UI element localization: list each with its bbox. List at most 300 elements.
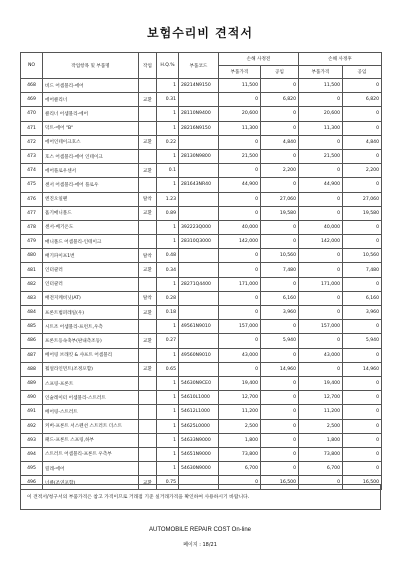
- row-qty: 1: [157, 433, 179, 447]
- row-after-parts-price: 0: [299, 291, 343, 305]
- row-before-labor: 7,480: [261, 263, 299, 277]
- row-before-labor: 0: [261, 348, 299, 362]
- row-after-parts-price: 0: [299, 135, 343, 149]
- row-before-parts-price: 21,500: [219, 149, 261, 163]
- table-row: [21, 93, 382, 107]
- estimate-rows: [21, 79, 382, 490]
- row-after-labor: 0: [343, 220, 382, 234]
- row-after-labor: 0: [343, 462, 382, 476]
- row-work-type: [139, 149, 157, 163]
- row-before-parts-price: 11,300: [219, 121, 261, 135]
- price-disclaimer-note: 이 견적서/청구서의 부품가격은 참고 가격이므로 거래점 기준 실거래가격을 확인하여 사용하시기 바랍니다.: [20, 484, 381, 510]
- row-no: 491: [21, 405, 43, 419]
- row-before-parts-price: 0: [219, 135, 261, 149]
- row-after-labor: 3,960: [343, 306, 382, 320]
- row-part-code: [179, 334, 219, 348]
- row-after-labor: 0: [343, 320, 382, 334]
- table-row: [21, 235, 382, 249]
- row-before-parts-price: 0: [219, 263, 261, 277]
- table-row: [21, 362, 382, 376]
- row-qty: 0.27: [157, 334, 179, 348]
- row-before-parts-price: 0: [219, 334, 261, 348]
- row-before-parts-price: 2,500: [219, 419, 261, 433]
- row-no: 483: [21, 291, 43, 305]
- row-qty: 0.31: [157, 93, 179, 107]
- row-before-labor: 0: [261, 79, 299, 93]
- row-qty: 0.89: [157, 206, 179, 220]
- row-after-labor: 5,940: [343, 334, 382, 348]
- row-no: 480: [21, 249, 43, 263]
- row-item-name: 릴레-에어: [43, 462, 139, 476]
- row-qty: 0.65: [157, 362, 179, 376]
- row-after-parts-price: 19,400: [299, 376, 343, 390]
- row-after-parts-price: 0: [299, 206, 343, 220]
- header-before-adjustment: 손해 사정전: [219, 53, 299, 66]
- table-row: [21, 376, 382, 390]
- row-after-labor: 0: [343, 107, 382, 121]
- row-before-labor: 0: [261, 277, 299, 291]
- row-after-labor: 0: [343, 178, 382, 192]
- row-after-parts-price: 21,500: [299, 149, 343, 163]
- table-row: [21, 178, 382, 192]
- row-item-name: 휠얼라인먼트(조정포함): [43, 362, 139, 376]
- row-before-parts-price: 0: [219, 93, 261, 107]
- row-after-labor: 19,580: [343, 206, 382, 220]
- row-after-labor: 2,200: [343, 164, 382, 178]
- row-after-labor: 0: [343, 433, 382, 447]
- row-work-type: [139, 433, 157, 447]
- row-after-parts-price: 0: [299, 164, 343, 178]
- row-before-labor: 27,060: [261, 192, 299, 206]
- row-no: 494: [21, 447, 43, 461]
- row-after-parts-price: 6,700: [299, 462, 343, 476]
- row-before-labor: 10,560: [261, 249, 299, 263]
- row-item-name: 배전지케비닛(AT): [43, 291, 139, 305]
- row-after-labor: 0: [343, 419, 382, 433]
- footer-brand: AUTOMOBILE REPAIR COST On-line: [148, 527, 252, 533]
- table-row: [21, 462, 382, 476]
- row-part-code: 28216N9150: [179, 121, 219, 135]
- row-before-labor: 6,820: [261, 93, 299, 107]
- header-after-parts-price: 부품가격: [299, 66, 343, 79]
- row-before-parts-price: 44,900: [219, 178, 261, 192]
- header-qty: H.Q.%: [157, 53, 179, 79]
- row-no: 470: [21, 107, 43, 121]
- row-no: 473: [21, 149, 43, 163]
- row-before-labor: 0: [261, 405, 299, 419]
- table-row: [21, 249, 382, 263]
- row-after-labor: 0: [343, 391, 382, 405]
- row-item-name: 인터쿨러: [43, 277, 139, 291]
- row-before-labor: 0: [261, 419, 299, 433]
- row-item-name: 매니폴드 어셈블리-인테이크: [43, 235, 139, 249]
- row-no: 488: [21, 362, 43, 376]
- table-row: [21, 291, 382, 305]
- row-work-type: [139, 178, 157, 192]
- row-qty: 1: [157, 320, 179, 334]
- table-row: [21, 206, 382, 220]
- row-before-parts-price: 12,700: [219, 391, 261, 405]
- row-qty: 1: [157, 391, 179, 405]
- row-before-parts-price: 11,200: [219, 405, 261, 419]
- table-row: [21, 164, 382, 178]
- header-after-adjustment: 손해 사정후: [299, 53, 382, 66]
- row-item-name: 에어클리너: [43, 93, 139, 107]
- row-qty: 1: [157, 447, 179, 461]
- table-row: [21, 277, 382, 291]
- row-qty: 0.34: [157, 263, 179, 277]
- row-after-parts-price: 0: [299, 362, 343, 376]
- row-item-name: 엔진오일팬: [43, 192, 139, 206]
- row-item-name: 커버-프론트 서스펜션 스트러트 더스트: [43, 419, 139, 433]
- row-part-code: 54630N9CE0: [179, 376, 219, 390]
- row-no: 481: [21, 263, 43, 277]
- row-work-type: 교환: [139, 362, 157, 376]
- row-no: 475: [21, 178, 43, 192]
- row-no: 496: [21, 476, 43, 490]
- row-after-labor: 27,060: [343, 192, 382, 206]
- row-before-parts-price: 0: [219, 476, 261, 490]
- row-no: 487: [21, 348, 43, 362]
- row-after-labor: 0: [343, 235, 382, 249]
- row-item-name: 스프링-프론트: [43, 376, 139, 390]
- row-qty: 1: [157, 376, 179, 390]
- row-item-name: 비드 어셈블리-에어: [43, 79, 139, 93]
- row-qty: 1: [157, 149, 179, 163]
- row-after-labor: 0: [343, 348, 382, 362]
- row-after-labor: 14,960: [343, 362, 382, 376]
- row-work-type: 교환: [139, 263, 157, 277]
- row-work-type: 교환: [139, 334, 157, 348]
- row-part-code: 28214N9150: [179, 79, 219, 93]
- row-work-type: 탈착: [139, 291, 157, 305]
- row-before-parts-price: 20,600: [219, 107, 261, 121]
- row-before-parts-price: 73,800: [219, 447, 261, 461]
- row-part-code: [179, 135, 219, 149]
- row-part-code: 28271Q4400: [179, 277, 219, 291]
- row-no: 479: [21, 235, 43, 249]
- document-title: 보험수리비 견적서: [147, 26, 253, 40]
- table-row: [21, 405, 382, 419]
- row-qty: 1: [157, 277, 179, 291]
- row-work-type: [139, 79, 157, 93]
- row-after-parts-price: 0: [299, 249, 343, 263]
- row-qty: 1: [157, 462, 179, 476]
- row-before-labor: 0: [261, 433, 299, 447]
- row-after-parts-price: 0: [299, 476, 343, 490]
- row-work-type: 교환: [139, 306, 157, 320]
- row-qty: 1: [157, 121, 179, 135]
- row-after-parts-price: 12,700: [299, 391, 343, 405]
- estimate-table: [20, 52, 382, 490]
- table-row: [21, 79, 382, 93]
- row-item-name: 너클(조연포함): [43, 476, 139, 490]
- row-before-parts-price: 0: [219, 192, 261, 206]
- row-part-code: [179, 263, 219, 277]
- row-after-parts-price: 0: [299, 93, 343, 107]
- row-part-code: 54633N9000: [179, 433, 219, 447]
- row-part-code: 49560N9010: [179, 348, 219, 362]
- row-no: 489: [21, 376, 43, 390]
- row-before-labor: 0: [261, 462, 299, 476]
- row-no: 476: [21, 192, 43, 206]
- row-after-parts-price: 0: [299, 192, 343, 206]
- row-work-type: 교환: [139, 206, 157, 220]
- row-work-type: [139, 121, 157, 135]
- row-qty: 0.22: [157, 135, 179, 149]
- table-row: [21, 306, 382, 320]
- row-after-parts-price: 40,000: [299, 220, 343, 234]
- row-part-code: 281643NR40: [179, 178, 219, 192]
- row-part-code: [179, 306, 219, 320]
- row-after-parts-price: 44,900: [299, 178, 343, 192]
- row-item-name: 시트조 어셈블리-프런트,우측: [43, 320, 139, 334]
- row-after-labor: 6,820: [343, 93, 382, 107]
- row-no: 484: [21, 306, 43, 320]
- row-before-labor: 0: [261, 149, 299, 163]
- row-item-name: 인슐레이터 어셈블리-스트러트: [43, 391, 139, 405]
- table-row: [21, 419, 382, 433]
- table-row: [21, 192, 382, 206]
- row-part-code: [179, 192, 219, 206]
- row-item-name: 베어링 브래킷 & 샤프트 어셈블리: [43, 348, 139, 362]
- row-before-labor: 0: [261, 220, 299, 234]
- row-part-code: [179, 93, 219, 107]
- row-work-type: 교환: [139, 164, 157, 178]
- row-before-labor: 0: [261, 235, 299, 249]
- row-part-code: 392223Q000: [179, 220, 219, 234]
- row-before-labor: 2,200: [261, 164, 299, 178]
- row-before-labor: 0: [261, 320, 299, 334]
- row-before-labor: 0: [261, 107, 299, 121]
- row-item-name: 스트러트 어셈블리-프론트 우측부: [43, 447, 139, 461]
- row-work-type: 교환: [139, 93, 157, 107]
- row-no: 495: [21, 462, 43, 476]
- row-part-code: 54610L1000: [179, 391, 219, 405]
- row-work-type: [139, 220, 157, 234]
- row-before-labor: 14,960: [261, 362, 299, 376]
- header-row-top: [21, 53, 382, 66]
- row-item-name: 프론트범퍼레일(우): [43, 306, 139, 320]
- row-after-parts-price: 0: [299, 306, 343, 320]
- row-after-parts-price: 142,000: [299, 235, 343, 249]
- table-row: [21, 320, 382, 334]
- row-qty: 0.28: [157, 291, 179, 305]
- row-part-code: [179, 206, 219, 220]
- row-no: 490: [21, 391, 43, 405]
- row-no: 477: [21, 206, 43, 220]
- row-part-code: 28130N9800: [179, 149, 219, 163]
- row-no: 474: [21, 164, 43, 178]
- row-part-code: [179, 362, 219, 376]
- row-no: 471: [21, 121, 43, 135]
- row-before-labor: 0: [261, 447, 299, 461]
- table-row: [21, 121, 382, 135]
- row-part-code: 28310Q3000: [179, 235, 219, 249]
- table-row: [21, 433, 382, 447]
- row-work-type: 탈착: [139, 192, 157, 206]
- row-no: 469: [21, 93, 43, 107]
- row-qty: 0.75: [157, 476, 179, 490]
- row-before-labor: 0: [261, 391, 299, 405]
- table-row: [21, 135, 382, 149]
- row-part-code: 54630N9000: [179, 462, 219, 476]
- table-row: [21, 447, 382, 461]
- row-work-type: [139, 405, 157, 419]
- row-item-name: 에어인테이크호스: [43, 135, 139, 149]
- row-item-name: 베어링-스트러트: [43, 405, 139, 419]
- row-no: 468: [21, 79, 43, 93]
- row-before-labor: 0: [261, 121, 299, 135]
- row-before-parts-price: 43,000: [219, 348, 261, 362]
- row-no: 486: [21, 334, 43, 348]
- row-item-name: 클리너 어셈블리-에어: [43, 107, 139, 121]
- row-work-type: 탈착: [139, 249, 157, 263]
- row-item-name: 에어플로우센서: [43, 164, 139, 178]
- row-before-labor: 6,160: [261, 291, 299, 305]
- table-row: [21, 220, 382, 234]
- table-row: [21, 149, 382, 163]
- row-after-labor: 7,480: [343, 263, 382, 277]
- table-row: [21, 391, 382, 405]
- row-work-type: [139, 348, 157, 362]
- row-before-parts-price: 6,700: [219, 462, 261, 476]
- header-before-labor: 공임: [261, 66, 299, 79]
- row-qty: 1: [157, 235, 179, 249]
- row-qty: 0.48: [157, 249, 179, 263]
- row-work-type: [139, 391, 157, 405]
- header-no: NO: [21, 53, 43, 79]
- row-after-parts-price: 20,600: [299, 107, 343, 121]
- table-row: [21, 348, 382, 362]
- row-item-name: 배기파이프1번: [43, 249, 139, 263]
- row-after-parts-price: 0: [299, 334, 343, 348]
- row-qty: 1.23: [157, 192, 179, 206]
- row-part-code: [179, 249, 219, 263]
- table-row: [21, 263, 382, 277]
- row-qty: 1: [157, 79, 179, 93]
- row-after-labor: 4,840: [343, 135, 382, 149]
- row-before-parts-price: 171,000: [219, 277, 261, 291]
- row-item-name: 프론트등속축부(판내측조등): [43, 334, 139, 348]
- row-before-labor: 4,840: [261, 135, 299, 149]
- row-work-type: 교환: [139, 135, 157, 149]
- row-item-name: 호스 어셈블리-에어 인테이크: [43, 149, 139, 163]
- row-after-parts-price: 73,800: [299, 447, 343, 461]
- header-work: 작업: [139, 53, 157, 79]
- row-before-labor: 3,960: [261, 306, 299, 320]
- row-item-name: 센서 어셈블리-에어 플로우: [43, 178, 139, 192]
- row-before-parts-price: 0: [219, 291, 261, 305]
- row-before-parts-price: 0: [219, 249, 261, 263]
- row-after-labor: 0: [343, 405, 382, 419]
- row-after-labor: 10,560: [343, 249, 382, 263]
- row-after-parts-price: 43,000: [299, 348, 343, 362]
- row-after-labor: 0: [343, 79, 382, 93]
- row-no: 492: [21, 419, 43, 433]
- row-before-labor: 16,500: [261, 476, 299, 490]
- table-row: [21, 107, 382, 121]
- table-row: [21, 334, 382, 348]
- row-no: 485: [21, 320, 43, 334]
- row-part-code: 54625L0000: [179, 419, 219, 433]
- header-item: 작업항목 및 부품명: [43, 53, 139, 79]
- row-before-parts-price: 1,800: [219, 433, 261, 447]
- row-after-parts-price: 11,300: [299, 121, 343, 135]
- row-before-labor: 0: [261, 178, 299, 192]
- row-after-parts-price: 157,000: [299, 320, 343, 334]
- row-after-parts-price: 1,800: [299, 433, 343, 447]
- header-before-parts-price: 부품가격: [219, 66, 261, 79]
- row-no: 482: [21, 277, 43, 291]
- row-after-labor: 0: [343, 149, 382, 163]
- row-qty: 1: [157, 178, 179, 192]
- row-work-type: [139, 107, 157, 121]
- row-after-parts-price: 0: [299, 263, 343, 277]
- page-number: 페이지 : 18/21: [183, 542, 217, 548]
- row-item-name: 인터쿨러: [43, 263, 139, 277]
- row-work-type: [139, 447, 157, 461]
- row-qty: 0.1: [157, 164, 179, 178]
- row-item-name: 패드-프론트 스프링,하부: [43, 433, 139, 447]
- row-work-type: 교환: [139, 476, 157, 490]
- row-before-labor: 5,940: [261, 334, 299, 348]
- row-part-code: 49561N9010: [179, 320, 219, 334]
- row-after-parts-price: 2,500: [299, 419, 343, 433]
- row-part-code: [179, 291, 219, 305]
- row-work-type: [139, 462, 157, 476]
- row-part-code: 54651N9000: [179, 447, 219, 461]
- row-work-type: [139, 419, 157, 433]
- row-item-name: 덕트-에어 "B": [43, 121, 139, 135]
- row-before-parts-price: 0: [219, 206, 261, 220]
- row-before-labor: 0: [261, 376, 299, 390]
- row-before-parts-price: 0: [219, 164, 261, 178]
- row-before-parts-price: 0: [219, 362, 261, 376]
- row-no: 493: [21, 433, 43, 447]
- row-after-labor: 16,500: [343, 476, 382, 490]
- row-before-parts-price: 157,000: [219, 320, 261, 334]
- row-after-labor: 0: [343, 376, 382, 390]
- row-before-parts-price: 142,000: [219, 235, 261, 249]
- header-part-code: 부품코드: [179, 53, 219, 79]
- row-after-parts-price: 11,500: [299, 79, 343, 93]
- row-after-parts-price: 171,000: [299, 277, 343, 291]
- row-after-labor: 0: [343, 121, 382, 135]
- row-before-labor: 19,580: [261, 206, 299, 220]
- row-before-parts-price: 19,400: [219, 376, 261, 390]
- row-qty: 1: [157, 107, 179, 121]
- row-part-code: 54612L1000: [179, 405, 219, 419]
- header-after-labor: 공임: [343, 66, 382, 79]
- row-no: 478: [21, 220, 43, 234]
- row-work-type: [139, 320, 157, 334]
- row-part-code: [179, 164, 219, 178]
- row-before-parts-price: 40,000: [219, 220, 261, 234]
- row-work-type: [139, 376, 157, 390]
- row-qty: 1: [157, 405, 179, 419]
- row-after-labor: 6,160: [343, 291, 382, 305]
- row-item-name: 센서-베기온도: [43, 220, 139, 234]
- row-qty: 1: [157, 220, 179, 234]
- row-qty: 1: [157, 348, 179, 362]
- row-qty: 1: [157, 419, 179, 433]
- row-part-code: 28110N9400: [179, 107, 219, 121]
- row-no: 472: [21, 135, 43, 149]
- row-after-labor: 0: [343, 447, 382, 461]
- row-qty: 0.18: [157, 306, 179, 320]
- row-after-labor: 0: [343, 277, 382, 291]
